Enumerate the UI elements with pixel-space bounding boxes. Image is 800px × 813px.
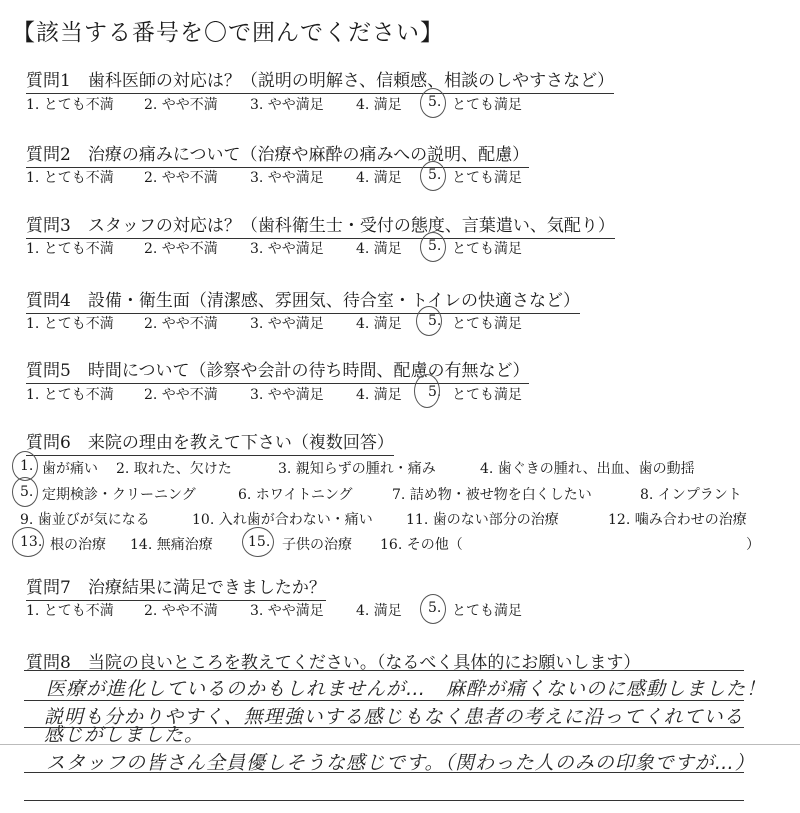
reason-5-label: 定期検診・クリーニング: [42, 487, 196, 503]
option-5-label: とても満足: [452, 97, 522, 113]
option-1[interactable]: 1. とても不満: [26, 241, 114, 257]
reason-5[interactable]: 5.: [20, 484, 34, 500]
question-2-title: 質問2 治療の痛みについて（治療や麻酔の痛みへの説明、配慮）: [26, 140, 529, 168]
reason-7[interactable]: 7. 詰め物・被せ物を白くしたい: [392, 487, 592, 503]
option-5[interactable]: 5.: [428, 313, 442, 329]
option-3[interactable]: 3. やや満足: [250, 603, 324, 619]
option-2[interactable]: 2. やや不満: [144, 316, 218, 332]
option-5-label: とても満足: [452, 241, 522, 257]
answer-line: [24, 800, 744, 801]
option-2[interactable]: 2. やや不満: [144, 387, 218, 403]
reason-1-label: 歯が痛い: [42, 461, 98, 477]
reason-4[interactable]: 4. 歯ぐきの腫れ、出血、歯の動揺: [480, 461, 695, 477]
answer-circle-mark: [420, 232, 446, 262]
question-6-title: 質問6 来院の理由を教えて下さい（複数回答）: [26, 428, 394, 456]
reason-8[interactable]: 8. インプラント: [640, 487, 742, 503]
question-4-title: 質問4 設備・衛生面（清潔感、雰囲気、待合室・トイレの快適さなど）: [26, 286, 580, 314]
option-5-label: とても満足: [452, 170, 522, 186]
option-5-label: とても満足: [452, 603, 522, 619]
question-1-title: 質問1 歯科医師の対応は？（説明の明解さ、信頼感、相談のしやすさなど）: [26, 66, 614, 94]
option-5[interactable]: 5.: [428, 94, 442, 110]
option-5-label: とても満足: [452, 387, 522, 403]
reason-16[interactable]: 16. その他（: [380, 537, 463, 553]
option-1[interactable]: 1. とても不満: [26, 97, 114, 113]
option-1[interactable]: 1. とても不満: [26, 387, 114, 403]
reason-13-label: 根の治療: [50, 537, 106, 553]
option-2[interactable]: 2. やや不満: [144, 170, 218, 186]
answer-circle-mark: [420, 594, 446, 624]
reason-11[interactable]: 11. 歯のない部分の治療: [406, 512, 559, 528]
answer-circle-mark: [416, 306, 442, 336]
question-3-title: 質問3 スタッフの対応は？（歯科衛生士・受付の態度、言葉遣い、気配り）: [26, 211, 615, 239]
option-2[interactable]: 2. やや不満: [144, 603, 218, 619]
option-1[interactable]: 1. とても不満: [26, 603, 114, 619]
answer-line: [24, 700, 744, 701]
option-5-label: とても満足: [452, 316, 522, 332]
question-8-title: 質問8 当院の良いところを教えてください。（なるべく具体的にお願いします）: [26, 653, 641, 673]
option-3[interactable]: 3. やや満足: [250, 241, 324, 257]
reason-15-label: 子供の治療: [282, 537, 352, 553]
handwritten-answer-line-3: 感じがしました。: [44, 724, 205, 746]
option-3[interactable]: 3. やや満足: [250, 170, 324, 186]
option-4[interactable]: 4. 満足: [356, 97, 402, 113]
option-4[interactable]: 4. 満足: [356, 241, 402, 257]
reason-16-close: ）: [746, 537, 760, 553]
option-1[interactable]: 1. とても不満: [26, 170, 114, 186]
option-5[interactable]: 5.: [428, 238, 442, 254]
option-2[interactable]: 2. やや不満: [144, 97, 218, 113]
answer-circle-mark: [12, 477, 38, 507]
answer-circle-mark: [12, 527, 44, 557]
reason-14[interactable]: 14. 無痛治療: [130, 537, 213, 553]
reason-12[interactable]: 12. 噛み合わせの治療: [608, 512, 747, 528]
option-3[interactable]: 3. やや満足: [250, 316, 324, 332]
option-1[interactable]: 1. とても不満: [26, 316, 114, 332]
option-2[interactable]: 2. やや不満: [144, 241, 218, 257]
option-4[interactable]: 4. 満足: [356, 170, 402, 186]
answer-circle-mark: [420, 161, 446, 191]
handwritten-answer-line-1: 医療が進化しているのかもしれませんが… 麻酔が痛くないのに感動しました！: [46, 678, 767, 700]
option-5[interactable]: 5.: [428, 384, 442, 400]
answer-line: [24, 670, 744, 671]
question-5-title: 質問5 時間について（診察や会計の待ち時間、配慮の有無など）: [26, 356, 529, 384]
answer-circle-mark: [242, 527, 274, 557]
option-5[interactable]: 5.: [428, 600, 442, 616]
answer-circle-mark: [414, 374, 440, 408]
option-4[interactable]: 4. 満足: [356, 316, 402, 332]
question-7-title: 質問7 治療結果に満足できましたか？: [26, 573, 326, 601]
reason-15[interactable]: 15.: [248, 534, 271, 550]
reason-9[interactable]: 9. 歯並びが気になる: [20, 512, 150, 528]
reason-3[interactable]: 3. 親知らずの腫れ・痛み: [278, 461, 436, 477]
option-4[interactable]: 4. 満足: [356, 387, 402, 403]
handwritten-answer-line-2: 説明も分かりやすく、無理強いする感じもなく患者の考えに沿ってくれている: [44, 706, 744, 728]
option-5[interactable]: 5.: [428, 167, 442, 183]
reason-13[interactable]: 13.: [20, 534, 43, 550]
handwritten-answer-line-4: スタッフの皆さん全員優しそうな感じです。（関わった人のみの印象ですが…）: [46, 752, 755, 774]
reason-2[interactable]: 2. 取れた、欠けた: [116, 461, 232, 477]
answer-circle-mark: [420, 88, 446, 118]
reason-6[interactable]: 6. ホワイトニング: [238, 487, 353, 503]
page-edge-line: [0, 744, 800, 745]
reason-10[interactable]: 10. 入れ歯が合わない・痛い: [192, 512, 373, 528]
reason-1[interactable]: 1.: [20, 458, 34, 474]
option-3[interactable]: 3. やや満足: [250, 387, 324, 403]
option-3[interactable]: 3. やや満足: [250, 97, 324, 113]
option-4[interactable]: 4. 満足: [356, 603, 402, 619]
page-title: 【該当する番号を〇で囲んでください】: [12, 20, 444, 46]
